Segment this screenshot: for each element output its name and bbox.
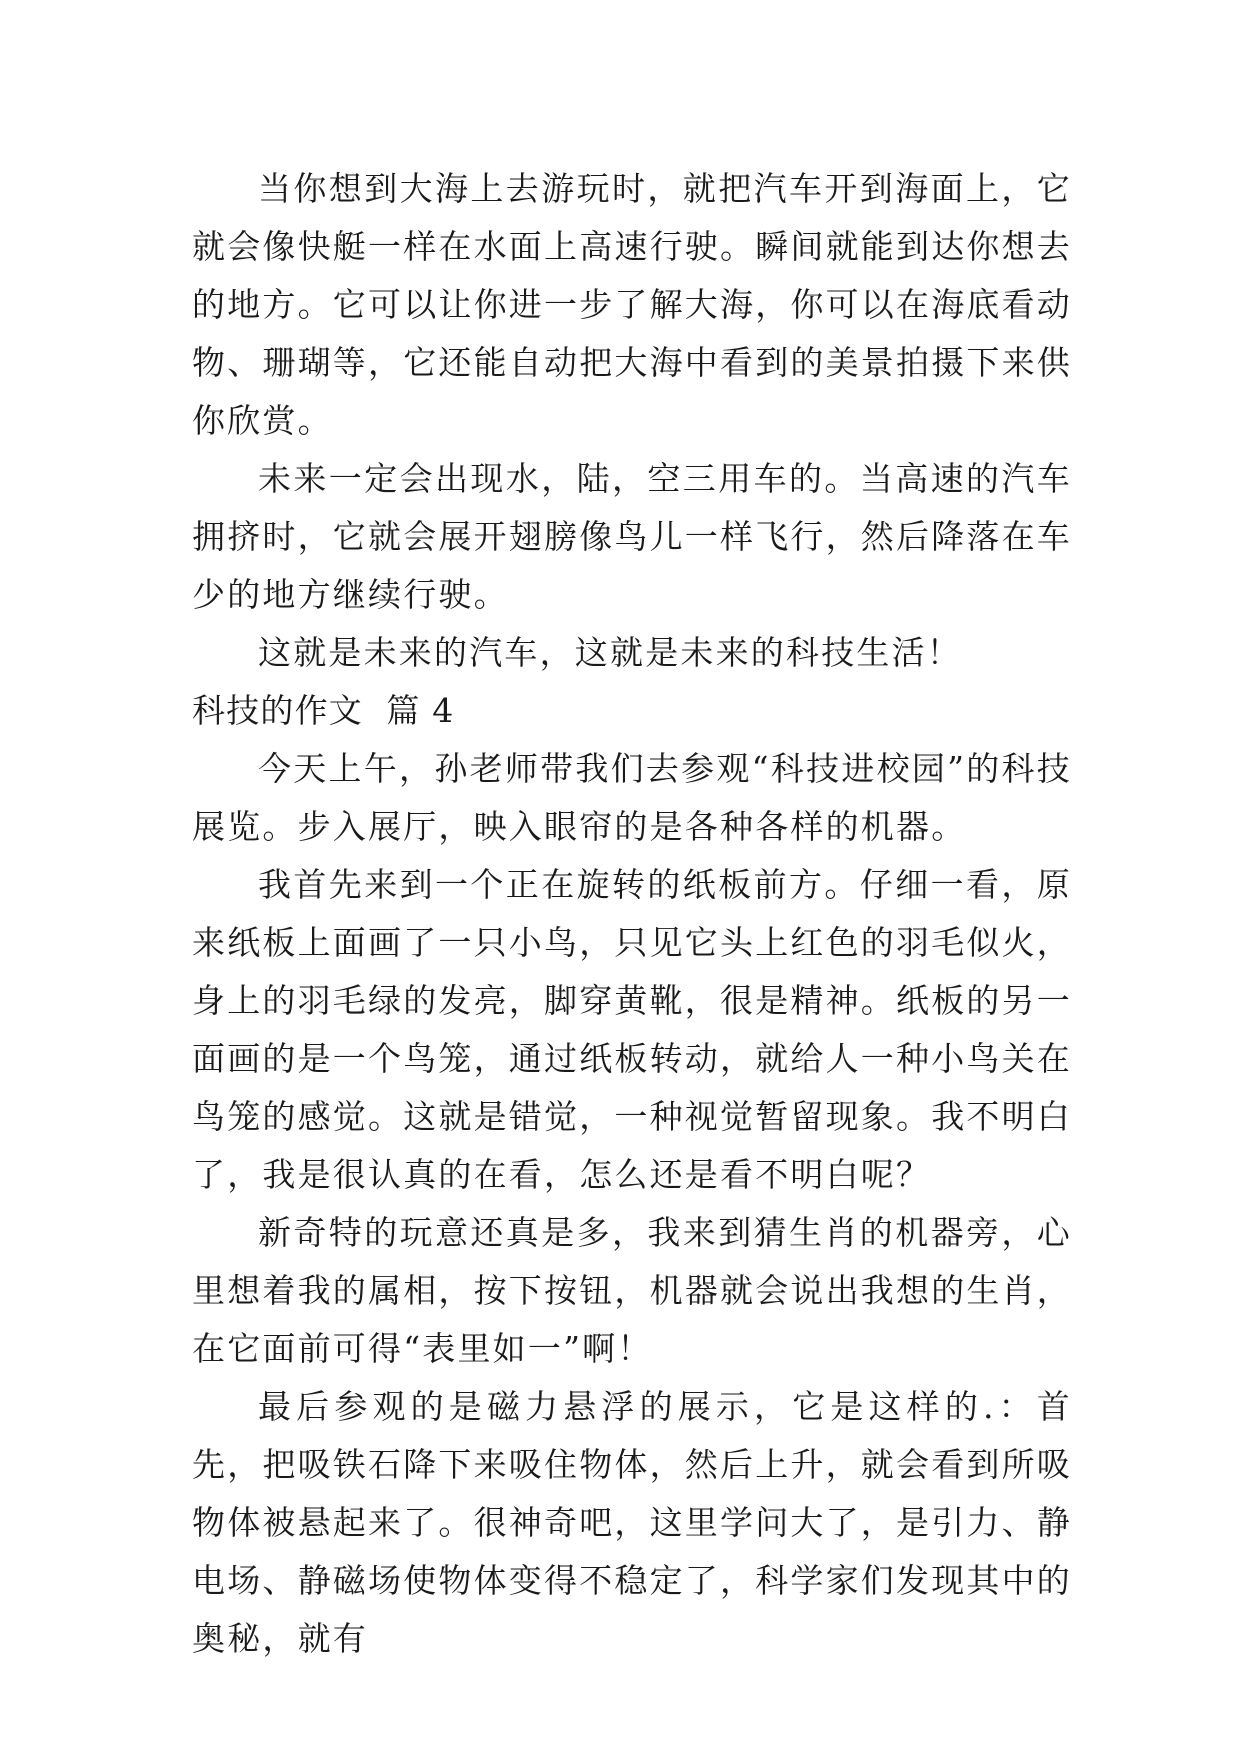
- document-body: [192, 160, 1072, 1668]
- paragraph-future-life: 这就是未来的汽车，这就是未来的科技生活！: [258, 633, 962, 672]
- paragraph-rotating-cardboard: 我首先来到一个正在旋转的纸板前方。仔细一看，原来纸板上面画了一只小鸟，只见它头上红色的羽毛似火，身上的羽毛绿的发亮，脚穿黄靴，很是精神。纸板的另一面画的是一个鸟笼，通过纸板转动，就给人一种小鸟关在鸟笼的感觉。这就是错觉，一种视觉暂留现象。我不明白了，我是很认真的在看，怎么还是看不明白呢？: [192, 865, 1072, 1194]
- section-heading: 科技的作文 篇 4: [192, 691, 455, 730]
- paragraph-three-purpose-car: 未来一定会出现水，陆，空三用车的。当高速的汽车拥挤时，它就会展开翅膀像鸟儿一样飞行，然后降落在车少的地方继续行驶。: [192, 459, 1072, 614]
- paragraph-amphibious-car: 当你想到大海上去游玩时，就把汽车开到海面上，它就会像快艇一样在水面上高速行驶。瞬间就能到达你想去的地方。它可以让你进一步了解大海，你可以在海底看动物、珊瑚等，它还能自动把大海中看到的美景拍摄下来供你欣赏。: [192, 169, 1072, 440]
- paragraph-exhibition-visit: 今天上午，孙老师带我们去参观“科技进校园”的科技展览。步入展厅，映入眼帘的是各种各样的机器。: [192, 749, 1072, 846]
- paragraph-magnetic-levitation: 最后参观的是磁力悬浮的展示，它是这样的.：首先，把吸铁石降下来吸住物体，然后上升，就会看到所吸物体被悬起来了。很神奇吧，这里学问大了，是引力、静电场、静磁场使物体变得不稳定了，科学家们发现其中的奥秘，就有: [192, 1387, 1072, 1658]
- paragraph-zodiac-machine: 新奇特的玩意还真是多，我来到猜生肖的机器旁，心里想着我的属相，按下按钮，机器就会说出我想的生肖，在它面前可得“表里如一”啊！: [192, 1213, 1072, 1368]
